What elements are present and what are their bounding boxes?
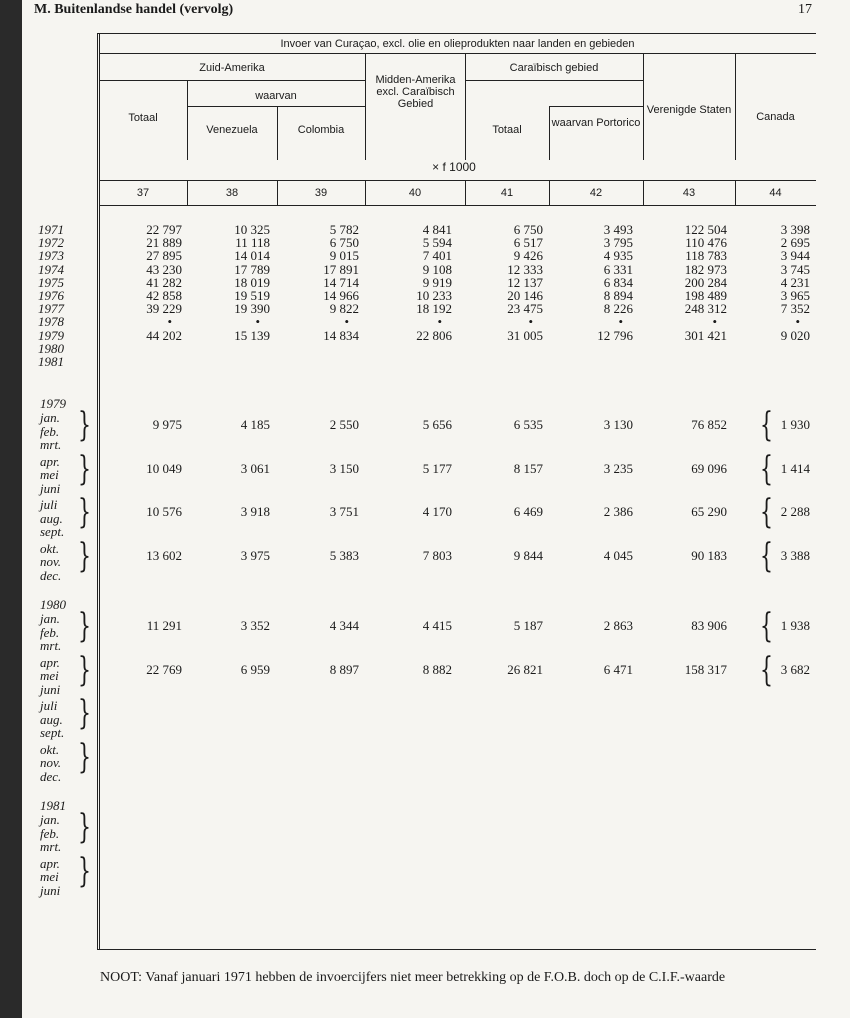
cell-value: 1 414 <box>780 460 810 476</box>
cell-value: 3 795 <box>603 235 633 251</box>
cell-value: 44 202 <box>146 327 182 343</box>
header-venezuela: Venezuela <box>206 124 258 136</box>
month-label: dec. <box>40 567 62 583</box>
year-label: 1981 <box>38 354 64 369</box>
cell-value: 12 796 <box>597 327 633 343</box>
col-no: 44 <box>769 187 782 199</box>
cell-value: 9 975 <box>152 417 182 432</box>
period-year-label: 1980 <box>40 597 66 612</box>
cell-value: 2 288 <box>780 504 810 519</box>
cell-value: 21 889 <box>146 235 182 251</box>
cell-value: 14 714 <box>323 274 359 290</box>
cell-value: 8 894 <box>603 288 633 303</box>
cell-value: 7 352 <box>780 301 810 317</box>
cell-value: 13 602 <box>146 547 182 563</box>
quarter-brace: } <box>78 405 91 445</box>
cell-value: 9 822 <box>329 301 359 317</box>
month-label: juni <box>40 882 61 898</box>
missing-marker: • <box>255 314 260 330</box>
cell-value: 14 014 <box>234 248 270 264</box>
table-title: Invoer van Curaçao, excl. olie en olieprodukten naar landen en gebieden <box>280 38 635 50</box>
cell-value: 10 049 <box>146 460 182 476</box>
cell-value: 118 783 <box>685 248 727 264</box>
canada-brace: { <box>760 649 773 690</box>
cell-value: 3 388 <box>780 547 810 563</box>
cell-value: 23 475 <box>507 301 543 317</box>
cell-value: 182 973 <box>684 261 727 277</box>
cell-value: 6 535 <box>513 417 543 432</box>
header-unit: × f 1000 <box>432 160 476 174</box>
quarter-brace: } <box>78 535 91 576</box>
cell-value: 22 797 <box>146 222 182 237</box>
month-label: nov. <box>40 554 62 569</box>
cell-value: 22 769 <box>146 661 182 677</box>
header-colombia: Colombia <box>297 124 345 136</box>
header-totaal-1: Totaal <box>128 112 158 124</box>
cell-value: 6 750 <box>513 222 543 237</box>
missing-marker: • <box>344 314 349 330</box>
month-label: apr. <box>40 855 60 871</box>
month-label: sept. <box>40 524 65 539</box>
cell-value: 26 821 <box>507 661 543 677</box>
month-label: okt. <box>40 540 60 556</box>
cell-value: 10 576 <box>146 504 182 519</box>
cell-value: 110 476 <box>685 235 727 251</box>
cell-value: 65 290 <box>691 504 727 519</box>
cell-value: 3 493 <box>603 222 633 237</box>
cell-value: 4 185 <box>240 417 270 432</box>
missing-marker: • <box>528 314 533 330</box>
cell-value: 9 015 <box>329 248 359 264</box>
year-label: 1971 <box>38 222 64 237</box>
quarter-brace: } <box>78 492 91 532</box>
cell-value: 19 519 <box>234 288 270 303</box>
cell-value: 3 352 <box>240 618 270 633</box>
col-no: 40 <box>408 187 422 199</box>
cell-value: 2 863 <box>603 618 633 633</box>
month-label: feb. <box>40 624 60 640</box>
year-label: 1972 <box>38 235 64 251</box>
year-label: 1977 <box>38 301 64 317</box>
cell-value: 4 935 <box>603 248 633 264</box>
cell-value: 9 020 <box>780 327 810 343</box>
header-canada: Canada <box>756 111 795 123</box>
cell-value: 19 390 <box>234 301 270 317</box>
month-label: mei <box>40 869 59 884</box>
cell-value: 41 282 <box>146 274 182 290</box>
cell-value: 4 841 <box>422 222 452 237</box>
year-label: 1976 <box>38 288 64 303</box>
month-label: jan. <box>40 812 60 827</box>
header-verenigde-staten: Verenigde Staten <box>646 104 732 116</box>
cell-value: 15 139 <box>234 327 270 343</box>
col-no: 41 <box>500 187 514 199</box>
cell-value: 4 231 <box>780 274 810 290</box>
cell-value: 43 230 <box>146 261 182 277</box>
cell-value: 5 782 <box>329 222 359 237</box>
cell-value: 5 656 <box>422 417 452 432</box>
cell-value: 17 891 <box>323 261 359 277</box>
month-label: mei <box>40 467 59 482</box>
cell-value: 3 682 <box>780 661 810 677</box>
cell-value: 14 834 <box>323 327 359 343</box>
cell-value: 27 895 <box>146 248 182 264</box>
cell-value: 12 137 <box>507 274 543 290</box>
cell-value: 4 045 <box>603 547 633 563</box>
cell-value: 2 695 <box>780 235 810 251</box>
canada-brace: { <box>760 606 773 646</box>
month-label: dec. <box>40 768 62 784</box>
cell-value: 3 745 <box>780 261 810 277</box>
cell-value: 6 517 <box>513 235 543 251</box>
cell-value: 69 096 <box>691 460 727 476</box>
cell-value: 158 317 <box>684 661 727 677</box>
month-label: juni <box>40 681 61 697</box>
cell-value: 22 806 <box>416 327 452 343</box>
cell-value: 1 938 <box>780 618 810 633</box>
cell-value: 8 882 <box>422 661 452 677</box>
quarter-brace: } <box>78 850 91 891</box>
page-number: 17 <box>798 2 812 17</box>
quarter-brace: } <box>78 606 91 646</box>
cell-value: 248 312 <box>684 301 727 317</box>
month-label: mrt. <box>40 839 62 854</box>
year-label: 1973 <box>38 248 64 264</box>
header-midden-amerika: Midden-Amerika excl. Caraïbisch Gebied <box>375 74 456 110</box>
cell-value: 4 344 <box>329 618 359 633</box>
col-no: 37 <box>136 187 150 199</box>
month-label: feb. <box>40 423 60 439</box>
cell-value: 3 975 <box>240 547 270 563</box>
month-label: juli <box>40 698 58 713</box>
cell-value: 9 426 <box>513 248 543 264</box>
cell-value: 39 229 <box>146 301 182 317</box>
month-label: apr. <box>40 654 60 670</box>
col-no: 42 <box>589 187 603 199</box>
month-label: aug. <box>40 510 63 526</box>
cell-value: 4 170 <box>422 504 452 519</box>
cell-value: 9 108 <box>422 261 452 277</box>
cell-value: 5 177 <box>422 460 452 476</box>
cell-value: 90 183 <box>691 547 727 563</box>
cell-value: 11 118 <box>235 235 270 251</box>
month-label: nov. <box>40 755 62 770</box>
period-year-label: 1979 <box>40 396 66 411</box>
cell-value: 5 383 <box>329 547 359 563</box>
missing-marker: • <box>167 314 172 330</box>
cell-value: 301 421 <box>684 327 727 343</box>
cell-value: 3 965 <box>780 288 810 303</box>
month-label: jan. <box>40 611 60 626</box>
quarter-brace: } <box>78 736 91 777</box>
month-label: mrt. <box>40 638 62 653</box>
col-no: 38 <box>225 187 239 199</box>
cell-value: 5 594 <box>422 235 452 251</box>
cell-value: 9 919 <box>422 274 452 290</box>
cell-value: 1 930 <box>780 417 810 432</box>
cell-value: 3 398 <box>780 222 810 237</box>
period-year-label: 1981 <box>40 798 66 813</box>
col-no: 39 <box>314 187 328 199</box>
quarter-brace: } <box>78 649 91 690</box>
cell-value: 42 858 <box>146 288 182 303</box>
running-head: M. Buitenlandse handel (vervolg) <box>34 2 234 17</box>
cell-value: 8 157 <box>513 460 543 476</box>
cell-value: 12 333 <box>507 261 543 277</box>
cell-value: 6 834 <box>603 274 633 290</box>
cell-value: 8 226 <box>603 301 633 317</box>
month-label: juni <box>40 480 61 496</box>
cell-value: 6 331 <box>603 261 633 277</box>
header-zuid-amerika: Zuid-Amerika <box>199 62 265 74</box>
cell-value: 83 906 <box>691 618 727 633</box>
missing-marker: • <box>795 314 800 330</box>
month-label: mrt. <box>40 437 62 452</box>
cell-value: 2 386 <box>603 504 633 519</box>
cell-value: 18 192 <box>416 301 452 317</box>
year-label: 1974 <box>38 261 64 277</box>
canada-brace: { <box>760 448 773 489</box>
cell-value: 7 803 <box>422 547 452 563</box>
cell-value: 3 235 <box>603 460 633 476</box>
cell-value: 8 897 <box>329 661 359 677</box>
month-label: jan. <box>40 410 60 425</box>
year-label: 1980 <box>38 340 64 356</box>
cell-value: 6 959 <box>240 661 270 677</box>
month-label: juli <box>40 497 58 512</box>
cell-value: 3 130 <box>603 417 633 432</box>
header-caraibisch: Caraïbisch gebied <box>509 62 599 74</box>
cell-value: 9 844 <box>513 547 543 563</box>
month-label: mei <box>40 668 59 683</box>
missing-marker: • <box>437 314 442 330</box>
cell-value: 76 852 <box>691 417 727 432</box>
canada-brace: { <box>760 492 773 532</box>
cell-value: 6 469 <box>513 504 543 519</box>
cell-value: 198 489 <box>684 288 727 303</box>
month-label: okt. <box>40 741 60 757</box>
cell-value: 6 471 <box>603 661 633 677</box>
cell-value: 11 291 <box>146 618 182 633</box>
canada-brace: { <box>760 535 773 576</box>
cell-value: 31 005 <box>507 327 543 343</box>
cell-value: 3 150 <box>329 460 359 476</box>
quarter-brace: } <box>78 693 91 733</box>
missing-marker: • <box>712 314 717 330</box>
cell-value: 200 284 <box>684 274 727 290</box>
cell-value: 10 233 <box>416 288 452 303</box>
quarter-brace: } <box>78 807 91 847</box>
cell-value: 3 918 <box>240 504 270 519</box>
year-label: 1975 <box>38 274 64 290</box>
cell-value: 10 325 <box>234 222 270 237</box>
cell-value: 17 789 <box>234 261 270 277</box>
cell-value: 7 401 <box>422 248 452 264</box>
header-waarvan: waarvan <box>255 90 297 102</box>
month-label: aug. <box>40 711 63 727</box>
year-label: 1979 <box>38 327 64 343</box>
col-no: 43 <box>682 187 696 199</box>
year-label: 1978 <box>38 314 64 330</box>
header-waarvan-portorico: waarvan Portorico <box>551 117 641 129</box>
scan-edge <box>0 0 22 1018</box>
cell-value: 3 751 <box>329 504 359 519</box>
cell-value: 4 415 <box>422 618 452 633</box>
cell-value: 3 944 <box>780 248 810 264</box>
missing-marker: • <box>618 314 623 330</box>
header-totaal-2: Totaal <box>492 124 522 136</box>
cell-value: 122 504 <box>684 222 727 237</box>
month-label: apr. <box>40 453 60 469</box>
footnote: NOOT: Vanaf januari 1971 hebben de invoercijfers niet meer betrekking op de F.O.B. doch op de C.I.F.-waarde <box>100 970 726 985</box>
cell-value: 20 146 <box>507 288 543 303</box>
month-label: feb. <box>40 825 60 841</box>
cell-value: 5 187 <box>513 618 543 633</box>
cell-value: 2 550 <box>329 417 359 432</box>
quarter-brace: } <box>78 448 91 489</box>
canada-brace: { <box>760 405 773 445</box>
month-label: sept. <box>40 725 65 740</box>
cell-value: 18 019 <box>234 274 270 290</box>
cell-value: 14 966 <box>323 288 359 303</box>
cell-value: 6 750 <box>329 235 359 251</box>
cell-value: 3 061 <box>240 460 270 476</box>
